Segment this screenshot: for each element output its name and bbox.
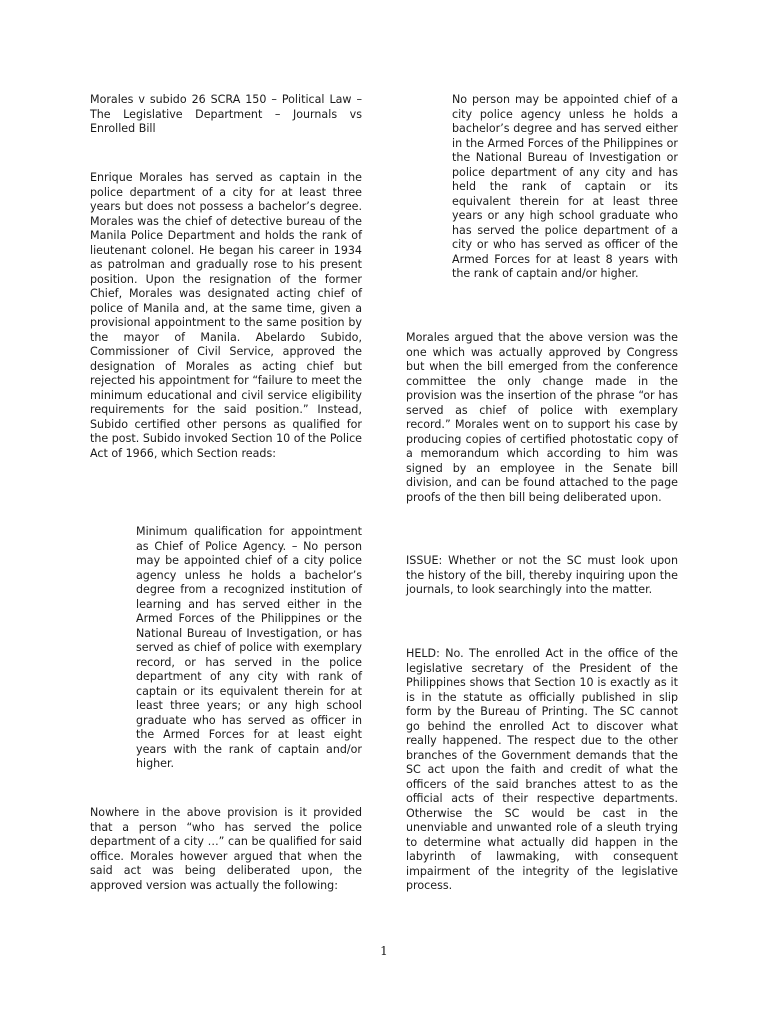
provision-block-quote (136, 525, 362, 772)
facts-text: Enrique Morales has served as captain in the police department of a city for at least three years but does not possess a bachelor’s degree. Morales was the chief of detective bureau of the Manila Police Department and holds the rank of lieutenant colonel. He began his career in 1934 as patrolman and gradually rose to his present position. Upon the resignation of the former Chief, Morales was designated acting chief of police of Manila and, at the same time, given a provisional appointment to the same position by the mayor of Manila. Abelardo Subido, Commissioner of Civil Service, approved the designation of Morales as acting chief but rejected his appointment for “failure to meet the minimum educational and civil service eligibility requirements for the said position.” Instead, Subido certified other persons as qualified for the post. Subido invoked Section 10 of the Police Act of 1966, which Section reads: (90, 171, 362, 460)
argument-text: Morales argued that the above version was the one which was actually approved by Congress but when the bill emerged from the conference committee the only change made in the provision was the insertion of the phrase “or has served as chief of police with exemplary record.” Morales went on to support his case by producing copies of certified photostatic copy of a memorandum which according to him was signed by an employee in the Senate bill division, and can be found attached to the page proofs of the then bill being deliberated upon. (406, 331, 678, 504)
case-title-text: Morales v subido 26 SCRA 150 – Political Law – The Legislative Department – Journals vs Enrolled Bill (90, 93, 362, 135)
approved-quote-text: No person may be appointed chief of a city police agency unless he holds a bachelor’s degree and has served either in the Armed Forces of the Philippines or the National Bureau of Investigation or police department of any city and has held the rank of captain or its equivalent therein for at least three years or any high school graduate who has served the police department of a city or who has served as officer of the Armed Forces for at least 8 years with the rank of captain and/or higher. (452, 93, 678, 280)
page-number: 1 (380, 944, 388, 958)
issue-paragraph (406, 554, 678, 598)
case-title (90, 93, 362, 137)
nowhere-paragraph (90, 806, 362, 893)
held-paragraph (406, 647, 678, 894)
issue-text: ISSUE: Whether or not the SC must look upon the history of the bill, thereby inquiring upon the journals, to look searchingly into the matter. (406, 554, 678, 596)
provision-quote-text: Minimum qualification for appointment as Chief of Police Agency. – No person may be appointed chief of a city police agency unless he holds a bachelor’s degree from a recognized institution of learning and has served either in the Armed Forces of the Philippines or the National Bureau of Investigation, or has served as chief of police with exemplary record, or has served in the police department of any city with rank of captain or its equivalent therein for at least three years; or any high school graduate who has served as officer in the Armed Forces for at least eight years with the rank of captain and/or higher. (136, 525, 362, 770)
held-text: HELD: No. The enrolled Act in the office of the legislative secretary of the President of the Philippines shows that Section 10 is exactly as it is in the statute as officially published in slip form by the Bureau of Printing. The SC cannot go behind the enrolled Act to discover what really happened. The respect due to the other branches of the Government demands that the SC act upon the faith and credit of what the officers of the said branches attest to as the official acts of their respective departments. Otherwise the SC would be cast in the unenviable and unwanted role of a sleuth trying to determine what actually did happen in the labyrinth of lawmaking, with consequent impairment of the integrity of the legislative process. (406, 647, 678, 892)
facts-paragraph (90, 171, 362, 461)
approved-version-block-quote (452, 93, 678, 282)
argument-paragraph (406, 331, 678, 505)
nowhere-text: Nowhere in the above provision is it provided that a person “who has served the police department of a city …” can be qualified for said office. Morales however argued that when the said act was being deliberated upon, the approved version was actually the following: (90, 806, 362, 892)
